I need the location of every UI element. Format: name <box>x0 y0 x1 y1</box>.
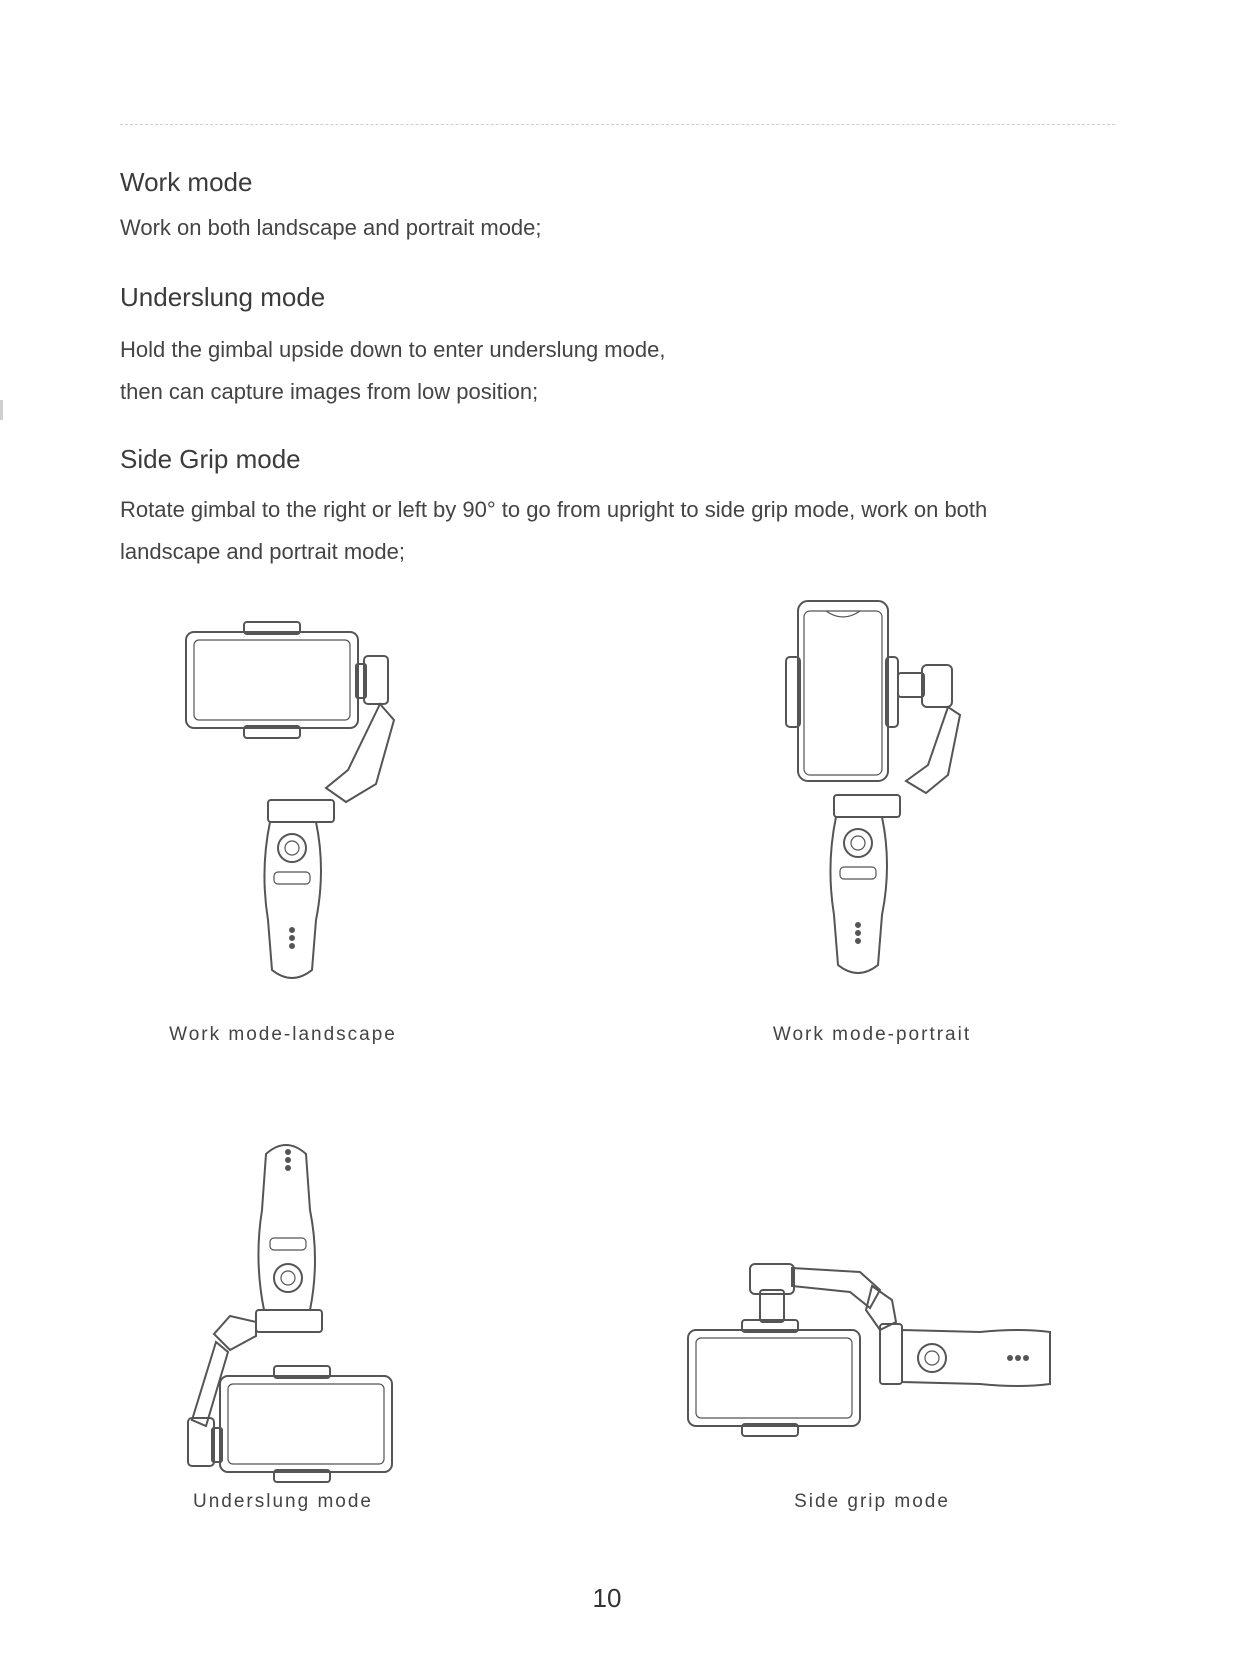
scan-edge-mark <box>0 400 3 420</box>
caption-side-grip-mode: Side grip mode <box>794 1491 950 1512</box>
section-text-side-grip-line-1: Rotate gimbal to the right or left by 90° to go from upright to side grip mode, work on both <box>120 497 988 522</box>
section-heading-side-grip-mode: Side Grip mode <box>120 444 301 474</box>
section-text-side-grip-line-2: landscape and portrait mode; <box>120 539 405 564</box>
gimbal-portrait-illustration <box>780 595 980 995</box>
section-text-underslung-line-2: then can capture images from low position; <box>120 379 539 404</box>
gimbal-side-grip-illustration <box>680 1250 1080 1440</box>
gimbal-underslung-illustration <box>180 1120 420 1500</box>
caption-work-mode-portrait: Work mode-portrait <box>772 1024 972 1045</box>
gimbal-landscape-illustration <box>180 620 420 1000</box>
caption-underslung-mode: Underslung mode <box>193 1491 373 1512</box>
section-heading-underslung-mode: Underslung mode <box>120 282 326 312</box>
caption-work-mode-landscape: Work mode-landscape <box>169 1024 397 1045</box>
section-text-underslung-line-1: Hold the gimbal upside down to enter underslung mode, <box>120 337 666 362</box>
page-number: 10 <box>592 1583 622 1613</box>
section-heading-work-mode: Work mode <box>120 167 253 197</box>
header-rule <box>120 124 1115 125</box>
section-text-work-mode: Work on both landscape and portrait mode; <box>120 215 542 240</box>
